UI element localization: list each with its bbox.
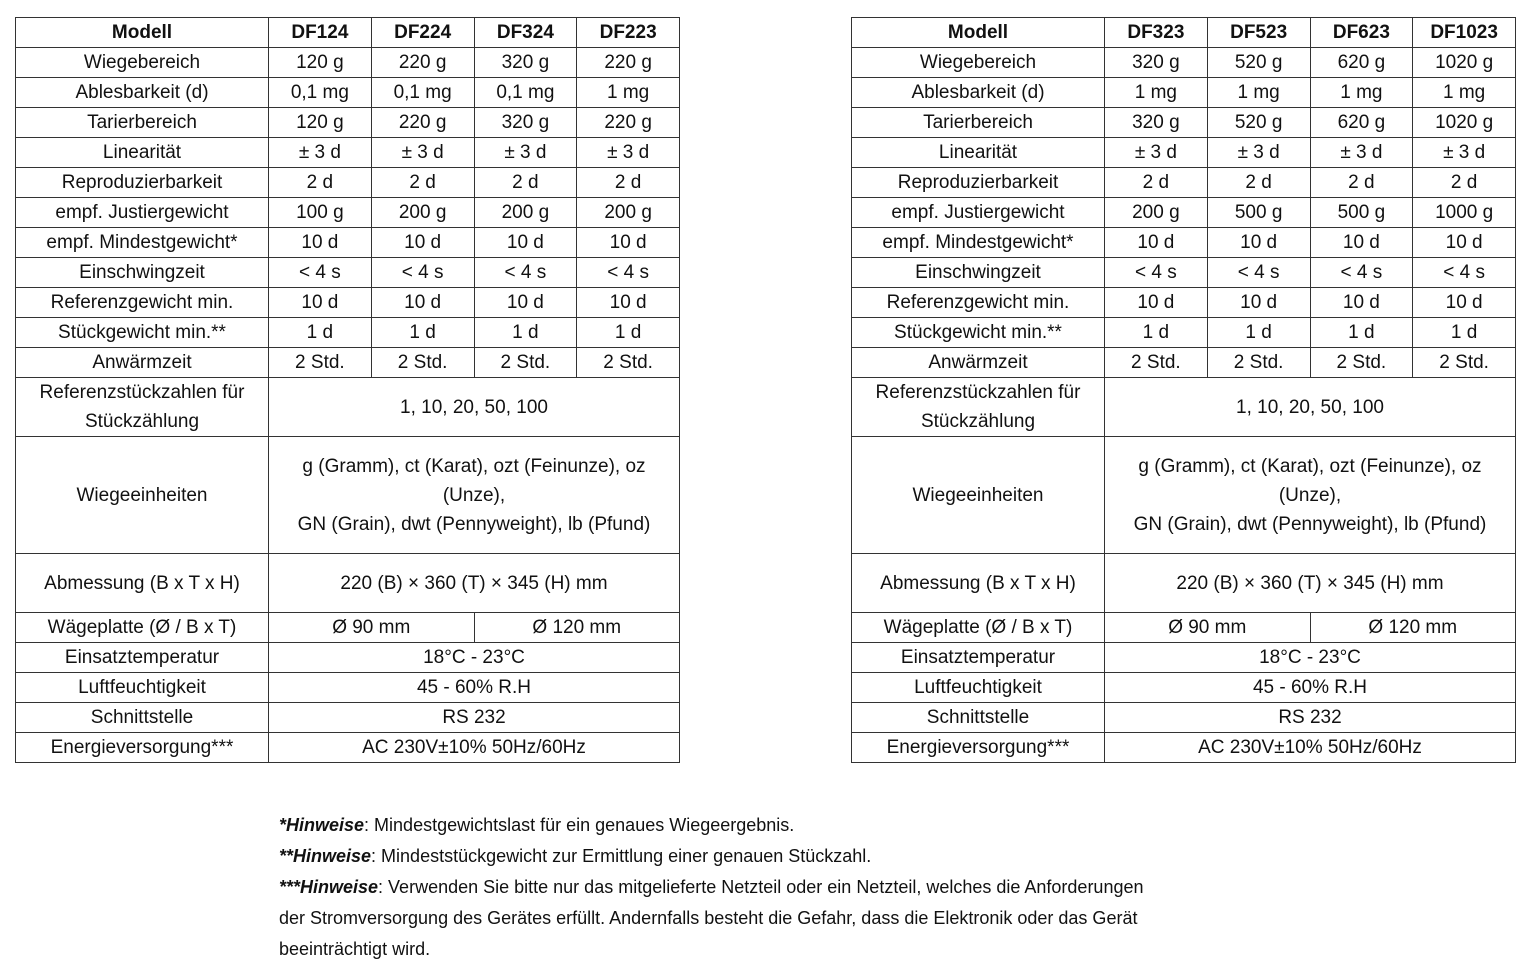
row-value: 620 g	[1310, 48, 1413, 78]
row-value: 10 d	[1105, 288, 1208, 318]
row-label: Wiegeeinheiten	[852, 437, 1105, 554]
row-value: 1 mg	[1413, 78, 1516, 108]
table-row-units	[852, 437, 1516, 554]
row-label: Reproduzierbarkeit	[852, 168, 1105, 198]
table-row	[16, 228, 680, 258]
row-value: 0,1 mg	[269, 78, 372, 108]
row-value: ± 3 d	[1310, 138, 1413, 168]
table-row-humidity	[16, 673, 680, 703]
row-value: 45 - 60% R.H	[269, 673, 680, 703]
row-value: 2 d	[371, 168, 474, 198]
row-label: Ablesbarkeit (d)	[16, 78, 269, 108]
row-label: Luftfeuchtigkeit	[852, 673, 1105, 703]
row-value: 2 Std.	[1310, 348, 1413, 378]
cell-text-line: GN (Grain), dwt (Pennyweight), lb (Pfund)	[297, 513, 651, 535]
note-3	[279, 872, 1159, 965]
note-text: : Mindestgewichtslast für ein genaues Wiegeergebnis.	[364, 815, 795, 835]
table-row	[16, 108, 680, 138]
table-row	[16, 138, 680, 168]
spec-table-body	[16, 18, 680, 763]
row-value: < 4 s	[474, 258, 577, 288]
table-row	[852, 78, 1516, 108]
row-value: 100 g	[269, 198, 372, 228]
row-value: Ø 120 mm	[474, 613, 680, 643]
row-value: 1 d	[474, 318, 577, 348]
row-value: Ø 90 mm	[1105, 613, 1311, 643]
row-value: 200 g	[474, 198, 577, 228]
table-row-dimensions	[852, 554, 1516, 613]
table-row-interface	[852, 703, 1516, 733]
row-label: Einsatztemperatur	[16, 643, 269, 673]
row-value: 1 d	[371, 318, 474, 348]
table-row-interface	[16, 703, 680, 733]
header-model: DF124	[269, 18, 372, 48]
row-value: 2 Std.	[371, 348, 474, 378]
header-model: DF223	[577, 18, 680, 48]
row-label: empf. Justiergewicht	[852, 198, 1105, 228]
row-label: Anwärmzeit	[852, 348, 1105, 378]
row-value: RS 232	[269, 703, 680, 733]
row-value: 10 d	[1413, 288, 1516, 318]
row-label: Luftfeuchtigkeit	[16, 673, 269, 703]
table-row	[16, 258, 680, 288]
row-value: 1 mg	[1105, 78, 1208, 108]
header-model-label: Modell	[16, 18, 269, 48]
table-row	[852, 318, 1516, 348]
row-label: Energieversorgung***	[852, 733, 1105, 763]
row-value: 1 d	[1105, 318, 1208, 348]
header-row	[16, 18, 680, 48]
row-label: Energieversorgung***	[16, 733, 269, 763]
row-value: 200 g	[1105, 198, 1208, 228]
row-label: Wiegeeinheiten	[16, 437, 269, 554]
header-model: DF324	[474, 18, 577, 48]
row-label: Einsatztemperatur	[852, 643, 1105, 673]
table-row-temperature	[16, 643, 680, 673]
row-value: 0,1 mg	[474, 78, 577, 108]
table-row	[852, 198, 1516, 228]
table-row	[852, 258, 1516, 288]
row-value: 520 g	[1207, 48, 1310, 78]
row-value: 220 g	[577, 108, 680, 138]
table-row	[852, 138, 1516, 168]
table-row	[16, 198, 680, 228]
row-value: < 4 s	[1207, 258, 1310, 288]
row-value: 10 d	[371, 288, 474, 318]
row-value: 2 Std.	[474, 348, 577, 378]
row-label: Referenzgewicht min.	[16, 288, 269, 318]
header-model: DF523	[1207, 18, 1310, 48]
row-label: Referenzstückzahlen für Stückzählung	[16, 378, 269, 437]
row-value: 0,1 mg	[371, 78, 474, 108]
spec-table-right	[851, 17, 1516, 763]
row-value: ± 3 d	[474, 138, 577, 168]
row-value: 1, 10, 20, 50, 100	[1105, 378, 1516, 437]
row-value: Ø 90 mm	[269, 613, 475, 643]
row-label: Ablesbarkeit (d)	[852, 78, 1105, 108]
row-label: empf. Mindestgewicht*	[16, 228, 269, 258]
note-2	[279, 841, 1159, 872]
row-value: 2 Std.	[1105, 348, 1208, 378]
row-label: Wägeplatte (Ø / B x T)	[852, 613, 1105, 643]
table-row-plate	[852, 613, 1516, 643]
row-value: 2 Std.	[577, 348, 680, 378]
row-value: 10 d	[1207, 288, 1310, 318]
cell-text-line: g (Gramm), ct (Karat), ozt (Feinunze), oz (Unze),	[1138, 455, 1482, 506]
row-value: 2 Std.	[1207, 348, 1310, 378]
row-value: RS 232	[1105, 703, 1516, 733]
header-model: DF224	[371, 18, 474, 48]
row-label: Wiegebereich	[16, 48, 269, 78]
table-row	[852, 168, 1516, 198]
table-row-units	[16, 437, 680, 554]
table-row-plate	[16, 613, 680, 643]
row-value: ± 3 d	[1105, 138, 1208, 168]
row-value: 10 d	[269, 288, 372, 318]
row-value: 320 g	[1105, 108, 1208, 138]
table-row	[852, 228, 1516, 258]
row-label: Linearität	[852, 138, 1105, 168]
note-marker: **Hinweise	[279, 846, 372, 866]
table-row-temperature	[852, 643, 1516, 673]
row-label: Linearität	[16, 138, 269, 168]
row-value: 320 g	[474, 48, 577, 78]
table-row	[852, 348, 1516, 378]
row-value: 500 g	[1207, 198, 1310, 228]
row-value: 10 d	[577, 228, 680, 258]
row-value: 18°C - 23°C	[269, 643, 680, 673]
row-label: Referenzgewicht min.	[852, 288, 1105, 318]
cell-text-line: GN (Grain), dwt (Pennyweight), lb (Pfund)	[1133, 513, 1487, 535]
row-value: 2 Std.	[269, 348, 372, 378]
row-value: 220 g	[371, 48, 474, 78]
row-label: Einschwingzeit	[852, 258, 1105, 288]
row-value: 1 mg	[577, 78, 680, 108]
row-value: 10 d	[1105, 228, 1208, 258]
row-value: 200 g	[577, 198, 680, 228]
row-value: 120 g	[269, 48, 372, 78]
row-value: 2 d	[1413, 168, 1516, 198]
table-row	[16, 48, 680, 78]
row-value: 1, 10, 20, 50, 100	[269, 378, 680, 437]
row-value: 1020 g	[1413, 48, 1516, 78]
row-value: 10 d	[1310, 228, 1413, 258]
header-model: DF1023	[1413, 18, 1516, 48]
row-value: < 4 s	[1105, 258, 1208, 288]
row-value: 2 d	[474, 168, 577, 198]
row-value	[269, 437, 680, 554]
note-text: : Mindeststückgewicht zur Ermittlung einer genauen Stückzahl.	[371, 846, 872, 866]
row-label: empf. Justiergewicht	[16, 198, 269, 228]
row-value: 1 mg	[1310, 78, 1413, 108]
row-value: < 4 s	[371, 258, 474, 288]
table-row-power	[852, 733, 1516, 763]
row-value: 2 d	[577, 168, 680, 198]
header-model-label: Modell	[852, 18, 1105, 48]
row-value: 2 d	[269, 168, 372, 198]
row-value: ± 3 d	[1207, 138, 1310, 168]
table-row	[16, 288, 680, 318]
row-value: 220 g	[371, 108, 474, 138]
row-label: Reproduzierbarkeit	[16, 168, 269, 198]
row-value: 220 (B) × 360 (T) × 345 (H) mm	[269, 554, 680, 613]
table-row-reference-counts	[852, 378, 1516, 437]
row-label: Schnittstelle	[16, 703, 269, 733]
row-value: 1 d	[1207, 318, 1310, 348]
header-model: DF323	[1105, 18, 1208, 48]
row-label: Abmessung (B x T x H)	[852, 554, 1105, 613]
row-value: 10 d	[269, 228, 372, 258]
row-label: Schnittstelle	[852, 703, 1105, 733]
row-value: 10 d	[1310, 288, 1413, 318]
row-value: < 4 s	[1310, 258, 1413, 288]
row-value: 2 d	[1207, 168, 1310, 198]
row-value: < 4 s	[577, 258, 680, 288]
row-label: Einschwingzeit	[16, 258, 269, 288]
row-value: 10 d	[371, 228, 474, 258]
table-row	[16, 168, 680, 198]
row-label: Wiegebereich	[852, 48, 1105, 78]
note-marker: ***Hinweise	[279, 877, 379, 897]
row-label: Anwärmzeit	[16, 348, 269, 378]
row-value: 2 d	[1105, 168, 1208, 198]
row-value: 520 g	[1207, 108, 1310, 138]
spec-table-left	[15, 17, 680, 763]
note-1	[279, 810, 1159, 841]
row-value: < 4 s	[1413, 258, 1516, 288]
row-value: 320 g	[1105, 48, 1208, 78]
row-value: 10 d	[474, 228, 577, 258]
row-value	[1105, 437, 1516, 554]
row-value: 45 - 60% R.H	[1105, 673, 1516, 703]
row-value: 10 d	[1207, 228, 1310, 258]
row-value: 1 d	[577, 318, 680, 348]
table-row	[16, 318, 680, 348]
row-value: 10 d	[474, 288, 577, 318]
row-value: AC 230V±10% 50Hz/60Hz	[269, 733, 680, 763]
row-value: ± 3 d	[269, 138, 372, 168]
row-value: 1020 g	[1413, 108, 1516, 138]
row-value: 120 g	[269, 108, 372, 138]
row-value: < 4 s	[269, 258, 372, 288]
table-row-power	[16, 733, 680, 763]
row-value: 620 g	[1310, 108, 1413, 138]
table-row	[16, 348, 680, 378]
row-value: Ø 120 mm	[1310, 613, 1516, 643]
row-value: ± 3 d	[577, 138, 680, 168]
row-value: 2 Std.	[1413, 348, 1516, 378]
row-value: AC 230V±10% 50Hz/60Hz	[1105, 733, 1516, 763]
row-value: 200 g	[371, 198, 474, 228]
row-label: Abmessung (B x T x H)	[16, 554, 269, 613]
note-text: : Verwenden Sie bitte nur das mitgelieferte Netzteil oder ein Netzteil, welches die Anforderungen der Stromversorgung des Gerätes erfüllt. Andernfalls besteht die Gefahr, dass die Elektronik oder das Gerät beeinträchtigt wird.	[279, 877, 1144, 959]
note-marker: *Hinweise	[279, 815, 365, 835]
row-value: 1 d	[1310, 318, 1413, 348]
table-row	[852, 108, 1516, 138]
table-row-dimensions	[16, 554, 680, 613]
row-value: 18°C - 23°C	[1105, 643, 1516, 673]
row-label: Tarierbereich	[16, 108, 269, 138]
header-model: DF623	[1310, 18, 1413, 48]
table-row-reference-counts	[16, 378, 680, 437]
cell-text-line: g (Gramm), ct (Karat), ozt (Feinunze), oz (Unze),	[302, 455, 646, 506]
notes-section	[279, 810, 1159, 965]
row-value: 1 d	[1413, 318, 1516, 348]
table-row-humidity	[852, 673, 1516, 703]
row-value: 500 g	[1310, 198, 1413, 228]
table-row	[852, 288, 1516, 318]
row-value: 320 g	[474, 108, 577, 138]
row-label: Referenzstückzahlen für Stückzählung	[852, 378, 1105, 437]
table-row	[852, 48, 1516, 78]
row-value: 2 d	[1310, 168, 1413, 198]
row-value: 1000 g	[1413, 198, 1516, 228]
row-label: empf. Mindestgewicht*	[852, 228, 1105, 258]
row-value: 1 d	[269, 318, 372, 348]
row-value: 10 d	[577, 288, 680, 318]
row-label: Wägeplatte (Ø / B x T)	[16, 613, 269, 643]
row-value: 1 mg	[1207, 78, 1310, 108]
spec-table-body	[852, 18, 1516, 763]
row-label: Tarierbereich	[852, 108, 1105, 138]
row-value: ± 3 d	[371, 138, 474, 168]
row-value: 220 (B) × 360 (T) × 345 (H) mm	[1105, 554, 1516, 613]
header-row	[852, 18, 1516, 48]
row-label: Stückgewicht min.**	[852, 318, 1105, 348]
row-label: Stückgewicht min.**	[16, 318, 269, 348]
table-row	[16, 78, 680, 108]
row-value: ± 3 d	[1413, 138, 1516, 168]
row-value: 10 d	[1413, 228, 1516, 258]
row-value: 220 g	[577, 48, 680, 78]
